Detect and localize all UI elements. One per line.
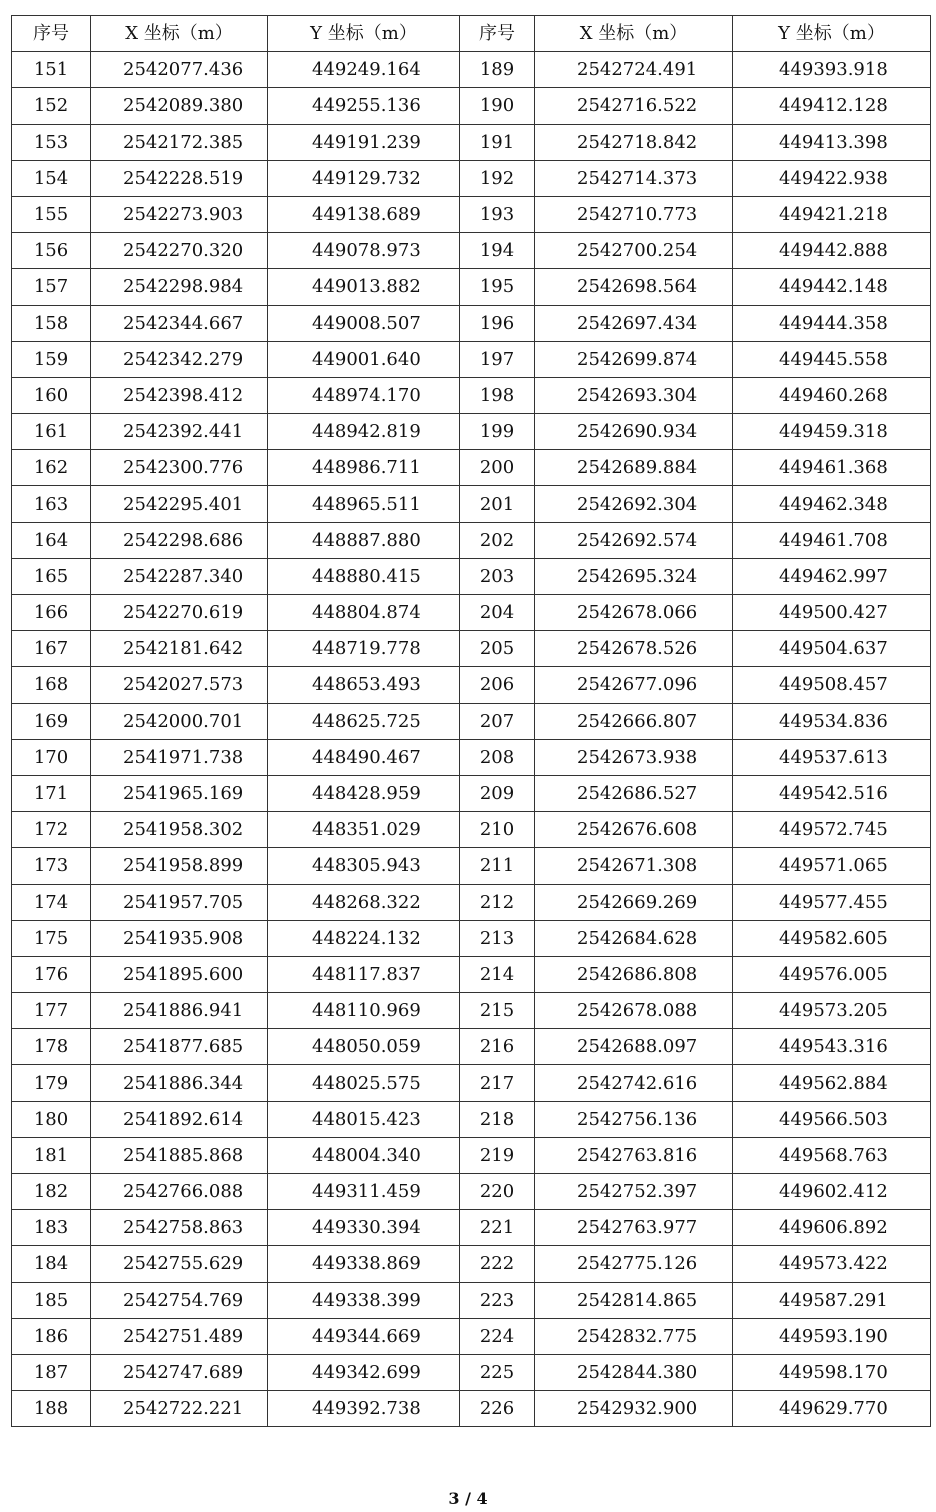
table-row	[12, 1137, 931, 1173]
table-row	[12, 1391, 931, 1427]
cell-x-coordinate-right: 2542684.628	[535, 920, 733, 956]
cell-index-left: 161	[12, 414, 91, 450]
cell-index-left: 152	[12, 88, 91, 124]
cell-y-coordinate-right: 449537.613	[733, 739, 931, 775]
cell-y-coordinate-right: 449582.605	[733, 920, 931, 956]
cell-index-left: 168	[12, 667, 91, 703]
cell-index-right: 194	[460, 233, 535, 269]
table-row	[12, 595, 931, 631]
cell-y-coordinate-right: 449534.836	[733, 703, 931, 739]
cell-x-coordinate-left: 2542270.320	[91, 233, 268, 269]
cell-x-coordinate-right: 2542763.816	[535, 1137, 733, 1173]
cell-index-right: 212	[460, 884, 535, 920]
cell-index-right: 217	[460, 1065, 535, 1101]
cell-x-coordinate-left: 2542754.769	[91, 1282, 268, 1318]
cell-y-coordinate-right: 449562.884	[733, 1065, 931, 1101]
cell-y-coordinate-right: 449573.205	[733, 993, 931, 1029]
table-row	[12, 414, 931, 450]
cell-y-coordinate-right: 449602.412	[733, 1174, 931, 1210]
cell-x-coordinate-right: 2542710.773	[535, 196, 733, 232]
cell-x-coordinate-right: 2542742.616	[535, 1065, 733, 1101]
cell-y-coordinate-left: 448351.029	[268, 812, 460, 848]
cell-x-coordinate-left: 2542270.619	[91, 595, 268, 631]
cell-index-right: 193	[460, 196, 535, 232]
cell-index-right: 200	[460, 450, 535, 486]
table-row	[12, 1029, 931, 1065]
cell-y-coordinate-right: 449461.708	[733, 522, 931, 558]
cell-index-left: 173	[12, 848, 91, 884]
cell-x-coordinate-right: 2542775.126	[535, 1246, 733, 1282]
cell-y-coordinate-right: 449442.888	[733, 233, 931, 269]
cell-y-coordinate-left: 448025.575	[268, 1065, 460, 1101]
cell-index-left: 165	[12, 558, 91, 594]
cell-index-right: 213	[460, 920, 535, 956]
cell-x-coordinate-right: 2542814.865	[535, 1282, 733, 1318]
cell-x-coordinate-left: 2542228.519	[91, 160, 268, 196]
cell-x-coordinate-left: 2542273.903	[91, 196, 268, 232]
cell-y-coordinate-left: 449255.136	[268, 88, 460, 124]
table-row	[12, 812, 931, 848]
cell-x-coordinate-left: 2542392.441	[91, 414, 268, 450]
cell-index-left: 185	[12, 1282, 91, 1318]
table-row	[12, 920, 931, 956]
cell-x-coordinate-left: 2541957.705	[91, 884, 268, 920]
cell-x-coordinate-right: 2542686.527	[535, 775, 733, 811]
cell-y-coordinate-right: 449593.190	[733, 1318, 931, 1354]
cell-x-coordinate-left: 2541935.908	[91, 920, 268, 956]
cell-x-coordinate-right: 2542688.097	[535, 1029, 733, 1065]
table-row	[12, 558, 931, 594]
cell-y-coordinate-left: 449344.669	[268, 1318, 460, 1354]
cell-x-coordinate-left: 2541958.899	[91, 848, 268, 884]
cell-x-coordinate-right: 2542686.808	[535, 956, 733, 992]
cell-y-coordinate-left: 449129.732	[268, 160, 460, 196]
table-row	[12, 1174, 931, 1210]
cell-y-coordinate-right: 449459.318	[733, 414, 931, 450]
cell-y-coordinate-left: 448804.874	[268, 595, 460, 631]
cell-index-left: 187	[12, 1354, 91, 1390]
cell-y-coordinate-right: 449572.745	[733, 812, 931, 848]
table-row	[12, 1101, 931, 1137]
cell-index-right: 192	[460, 160, 535, 196]
table-row	[12, 269, 931, 305]
table-row	[12, 775, 931, 811]
table-row	[12, 1246, 931, 1282]
cell-index-left: 177	[12, 993, 91, 1029]
cell-index-left: 154	[12, 160, 91, 196]
cell-x-coordinate-left: 2541886.344	[91, 1065, 268, 1101]
table-row	[12, 233, 931, 269]
cell-x-coordinate-right: 2542756.136	[535, 1101, 733, 1137]
cell-x-coordinate-left: 2542287.340	[91, 558, 268, 594]
cell-index-right: 209	[460, 775, 535, 811]
header-index-left: 序号	[12, 16, 91, 52]
cell-x-coordinate-left: 2541892.614	[91, 1101, 268, 1137]
cell-x-coordinate-left: 2542000.701	[91, 703, 268, 739]
cell-index-left: 186	[12, 1318, 91, 1354]
cell-index-right: 224	[460, 1318, 535, 1354]
cell-index-left: 182	[12, 1174, 91, 1210]
cell-y-coordinate-left: 448965.511	[268, 486, 460, 522]
table-row	[12, 124, 931, 160]
cell-index-right: 211	[460, 848, 535, 884]
cell-y-coordinate-left: 449191.239	[268, 124, 460, 160]
cell-x-coordinate-left: 2542758.863	[91, 1210, 268, 1246]
table-header-row	[12, 16, 931, 52]
cell-y-coordinate-right: 449442.148	[733, 269, 931, 305]
cell-index-right: 196	[460, 305, 535, 341]
cell-y-coordinate-left: 449013.882	[268, 269, 460, 305]
cell-x-coordinate-right: 2542673.938	[535, 739, 733, 775]
cell-index-left: 178	[12, 1029, 91, 1065]
cell-x-coordinate-right: 2542695.324	[535, 558, 733, 594]
cell-index-right: 214	[460, 956, 535, 992]
table-row	[12, 884, 931, 920]
cell-y-coordinate-left: 448719.778	[268, 631, 460, 667]
cell-x-coordinate-left: 2542722.221	[91, 1391, 268, 1427]
cell-index-left: 176	[12, 956, 91, 992]
coordinate-table	[11, 15, 931, 1427]
cell-x-coordinate-left: 2542027.573	[91, 667, 268, 703]
cell-x-coordinate-right: 2542844.380	[535, 1354, 733, 1390]
cell-y-coordinate-right: 449422.938	[733, 160, 931, 196]
cell-y-coordinate-right: 449568.763	[733, 1137, 931, 1173]
cell-index-left: 169	[12, 703, 91, 739]
table-row	[12, 667, 931, 703]
cell-y-coordinate-left: 448986.711	[268, 450, 460, 486]
cell-x-coordinate-left: 2542747.689	[91, 1354, 268, 1390]
cell-index-right: 201	[460, 486, 535, 522]
cell-y-coordinate-right: 449606.892	[733, 1210, 931, 1246]
cell-y-coordinate-left: 449001.640	[268, 341, 460, 377]
table-row	[12, 1065, 931, 1101]
cell-index-right: 207	[460, 703, 535, 739]
cell-y-coordinate-left: 449078.973	[268, 233, 460, 269]
cell-index-right: 216	[460, 1029, 535, 1065]
table-body	[12, 52, 931, 1427]
header-y-coordinate-left: Y 坐标（m）	[268, 16, 460, 52]
cell-y-coordinate-right: 449462.997	[733, 558, 931, 594]
cell-index-left: 175	[12, 920, 91, 956]
cell-index-left: 174	[12, 884, 91, 920]
cell-y-coordinate-left: 448974.170	[268, 377, 460, 413]
table-row	[12, 739, 931, 775]
header-y-coordinate-right: Y 坐标（m）	[733, 16, 931, 52]
cell-x-coordinate-left: 2542300.776	[91, 450, 268, 486]
cell-index-right: 222	[460, 1246, 535, 1282]
cell-index-left: 157	[12, 269, 91, 305]
cell-y-coordinate-right: 449571.065	[733, 848, 931, 884]
cell-y-coordinate-left: 448050.059	[268, 1029, 460, 1065]
cell-y-coordinate-right: 449542.516	[733, 775, 931, 811]
cell-y-coordinate-right: 449461.368	[733, 450, 931, 486]
cell-y-coordinate-left: 448625.725	[268, 703, 460, 739]
cell-x-coordinate-left: 2542077.436	[91, 52, 268, 88]
cell-x-coordinate-right: 2542832.775	[535, 1318, 733, 1354]
cell-x-coordinate-right: 2542678.526	[535, 631, 733, 667]
cell-x-coordinate-left: 2541971.738	[91, 739, 268, 775]
cell-y-coordinate-left: 449008.507	[268, 305, 460, 341]
cell-index-left: 171	[12, 775, 91, 811]
table-row	[12, 993, 931, 1029]
table-row	[12, 196, 931, 232]
cell-y-coordinate-right: 449444.358	[733, 305, 931, 341]
cell-x-coordinate-left: 2542298.686	[91, 522, 268, 558]
header-x-coordinate-right: X 坐标（m）	[535, 16, 733, 52]
cell-index-right: 215	[460, 993, 535, 1029]
cell-index-left: 163	[12, 486, 91, 522]
table-row	[12, 160, 931, 196]
table-row	[12, 703, 931, 739]
cell-x-coordinate-left: 2541965.169	[91, 775, 268, 811]
cell-x-coordinate-left: 2542751.489	[91, 1318, 268, 1354]
cell-x-coordinate-left: 2541877.685	[91, 1029, 268, 1065]
cell-x-coordinate-left: 2542295.401	[91, 486, 268, 522]
cell-y-coordinate-right: 449413.398	[733, 124, 931, 160]
cell-index-right: 203	[460, 558, 535, 594]
cell-y-coordinate-left: 448110.969	[268, 993, 460, 1029]
cell-index-right: 223	[460, 1282, 535, 1318]
cell-x-coordinate-right: 2542678.088	[535, 993, 733, 1029]
cell-y-coordinate-right: 449393.918	[733, 52, 931, 88]
cell-x-coordinate-right: 2542714.373	[535, 160, 733, 196]
cell-y-coordinate-right: 449543.316	[733, 1029, 931, 1065]
cell-x-coordinate-left: 2542089.380	[91, 88, 268, 124]
cell-x-coordinate-right: 2542669.269	[535, 884, 733, 920]
cell-index-left: 167	[12, 631, 91, 667]
cell-index-right: 210	[460, 812, 535, 848]
cell-index-left: 184	[12, 1246, 91, 1282]
cell-index-left: 159	[12, 341, 91, 377]
cell-x-coordinate-right: 2542698.564	[535, 269, 733, 305]
cell-index-right: 190	[460, 88, 535, 124]
cell-x-coordinate-right: 2542690.934	[535, 414, 733, 450]
cell-y-coordinate-left: 448490.467	[268, 739, 460, 775]
cell-x-coordinate-left: 2542298.984	[91, 269, 268, 305]
cell-x-coordinate-right: 2542693.304	[535, 377, 733, 413]
cell-x-coordinate-left: 2541885.868	[91, 1137, 268, 1173]
cell-index-left: 155	[12, 196, 91, 232]
cell-y-coordinate-left: 448653.493	[268, 667, 460, 703]
cell-y-coordinate-left: 449338.399	[268, 1282, 460, 1318]
cell-x-coordinate-left: 2542766.088	[91, 1174, 268, 1210]
cell-index-left: 151	[12, 52, 91, 88]
cell-x-coordinate-left: 2542181.642	[91, 631, 268, 667]
cell-y-coordinate-right: 449445.558	[733, 341, 931, 377]
cell-y-coordinate-left: 448268.322	[268, 884, 460, 920]
cell-index-right: 202	[460, 522, 535, 558]
cell-x-coordinate-right: 2542700.254	[535, 233, 733, 269]
table-row	[12, 377, 931, 413]
cell-index-left: 166	[12, 595, 91, 631]
cell-y-coordinate-right: 449421.218	[733, 196, 931, 232]
cell-index-right: 226	[460, 1391, 535, 1427]
cell-index-left: 160	[12, 377, 91, 413]
cell-index-left: 188	[12, 1391, 91, 1427]
cell-x-coordinate-left: 2542755.629	[91, 1246, 268, 1282]
cell-x-coordinate-right: 2542671.308	[535, 848, 733, 884]
cell-y-coordinate-left: 448428.959	[268, 775, 460, 811]
cell-y-coordinate-left: 448224.132	[268, 920, 460, 956]
cell-index-left: 170	[12, 739, 91, 775]
cell-y-coordinate-left: 448117.837	[268, 956, 460, 992]
cell-index-left: 153	[12, 124, 91, 160]
table-row	[12, 631, 931, 667]
cell-x-coordinate-left: 2542344.667	[91, 305, 268, 341]
cell-y-coordinate-right: 449504.637	[733, 631, 931, 667]
cell-y-coordinate-left: 449249.164	[268, 52, 460, 88]
cell-index-left: 156	[12, 233, 91, 269]
cell-y-coordinate-left: 448942.819	[268, 414, 460, 450]
cell-index-right: 204	[460, 595, 535, 631]
cell-index-right: 208	[460, 739, 535, 775]
cell-x-coordinate-left: 2542398.412	[91, 377, 268, 413]
cell-y-coordinate-left: 448880.415	[268, 558, 460, 594]
cell-x-coordinate-right: 2542692.304	[535, 486, 733, 522]
cell-index-right: 199	[460, 414, 535, 450]
cell-y-coordinate-left: 449392.738	[268, 1391, 460, 1427]
table-row	[12, 88, 931, 124]
header-x-coordinate-left: X 坐标（m）	[91, 16, 268, 52]
cell-x-coordinate-right: 2542763.977	[535, 1210, 733, 1246]
table-row	[12, 1354, 931, 1390]
table-row	[12, 341, 931, 377]
cell-y-coordinate-right: 449577.455	[733, 884, 931, 920]
cell-x-coordinate-right: 2542718.842	[535, 124, 733, 160]
cell-x-coordinate-left: 2541886.941	[91, 993, 268, 1029]
cell-index-left: 162	[12, 450, 91, 486]
cell-index-left: 179	[12, 1065, 91, 1101]
cell-index-right: 191	[460, 124, 535, 160]
cell-x-coordinate-right: 2542678.066	[535, 595, 733, 631]
cell-index-right: 198	[460, 377, 535, 413]
cell-x-coordinate-right: 2542932.900	[535, 1391, 733, 1427]
cell-x-coordinate-right: 2542752.397	[535, 1174, 733, 1210]
cell-x-coordinate-right: 2542699.874	[535, 341, 733, 377]
cell-x-coordinate-right: 2542724.491	[535, 52, 733, 88]
cell-index-right: 197	[460, 341, 535, 377]
cell-index-right: 225	[460, 1354, 535, 1390]
page-number: 3 / 4	[448, 1489, 488, 1508]
cell-x-coordinate-left: 2541895.600	[91, 956, 268, 992]
cell-y-coordinate-right: 449460.268	[733, 377, 931, 413]
cell-y-coordinate-right: 449566.503	[733, 1101, 931, 1137]
cell-y-coordinate-right: 449412.128	[733, 88, 931, 124]
cell-index-right: 218	[460, 1101, 535, 1137]
cell-y-coordinate-left: 449138.689	[268, 196, 460, 232]
cell-index-right: 205	[460, 631, 535, 667]
table-row	[12, 848, 931, 884]
cell-y-coordinate-left: 449330.394	[268, 1210, 460, 1246]
cell-x-coordinate-right: 2542677.096	[535, 667, 733, 703]
cell-index-left: 172	[12, 812, 91, 848]
table-row	[12, 52, 931, 88]
cell-x-coordinate-right: 2542692.574	[535, 522, 733, 558]
cell-y-coordinate-left: 448015.423	[268, 1101, 460, 1137]
cell-y-coordinate-right: 449500.427	[733, 595, 931, 631]
cell-index-right: 220	[460, 1174, 535, 1210]
cell-y-coordinate-left: 449342.699	[268, 1354, 460, 1390]
cell-index-right: 221	[460, 1210, 535, 1246]
cell-index-right: 219	[460, 1137, 535, 1173]
table-row	[12, 1318, 931, 1354]
table-row	[12, 1282, 931, 1318]
cell-y-coordinate-right: 449598.170	[733, 1354, 931, 1390]
table-row	[12, 305, 931, 341]
table-row	[12, 450, 931, 486]
table-row	[12, 956, 931, 992]
cell-y-coordinate-right: 449576.005	[733, 956, 931, 992]
cell-index-right: 189	[460, 52, 535, 88]
cell-x-coordinate-left: 2542342.279	[91, 341, 268, 377]
cell-y-coordinate-left: 449338.869	[268, 1246, 460, 1282]
table-row	[12, 486, 931, 522]
cell-y-coordinate-right: 449573.422	[733, 1246, 931, 1282]
cell-y-coordinate-left: 448004.340	[268, 1137, 460, 1173]
cell-y-coordinate-right: 449462.348	[733, 486, 931, 522]
cell-index-left: 180	[12, 1101, 91, 1137]
cell-x-coordinate-right: 2542666.807	[535, 703, 733, 739]
table-row	[12, 1210, 931, 1246]
cell-y-coordinate-right: 449629.770	[733, 1391, 931, 1427]
cell-index-left: 158	[12, 305, 91, 341]
cell-x-coordinate-right: 2542689.884	[535, 450, 733, 486]
cell-y-coordinate-left: 448887.880	[268, 522, 460, 558]
cell-y-coordinate-right: 449508.457	[733, 667, 931, 703]
cell-x-coordinate-left: 2542172.385	[91, 124, 268, 160]
cell-x-coordinate-right: 2542676.608	[535, 812, 733, 848]
header-index-right: 序号	[460, 16, 535, 52]
cell-index-right: 195	[460, 269, 535, 305]
cell-y-coordinate-left: 448305.943	[268, 848, 460, 884]
cell-x-coordinate-right: 2542697.434	[535, 305, 733, 341]
cell-x-coordinate-right: 2542716.522	[535, 88, 733, 124]
cell-y-coordinate-left: 449311.459	[268, 1174, 460, 1210]
cell-index-left: 164	[12, 522, 91, 558]
table-row	[12, 522, 931, 558]
cell-y-coordinate-right: 449587.291	[733, 1282, 931, 1318]
cell-index-left: 181	[12, 1137, 91, 1173]
cell-x-coordinate-left: 2541958.302	[91, 812, 268, 848]
cell-index-right: 206	[460, 667, 535, 703]
cell-index-left: 183	[12, 1210, 91, 1246]
